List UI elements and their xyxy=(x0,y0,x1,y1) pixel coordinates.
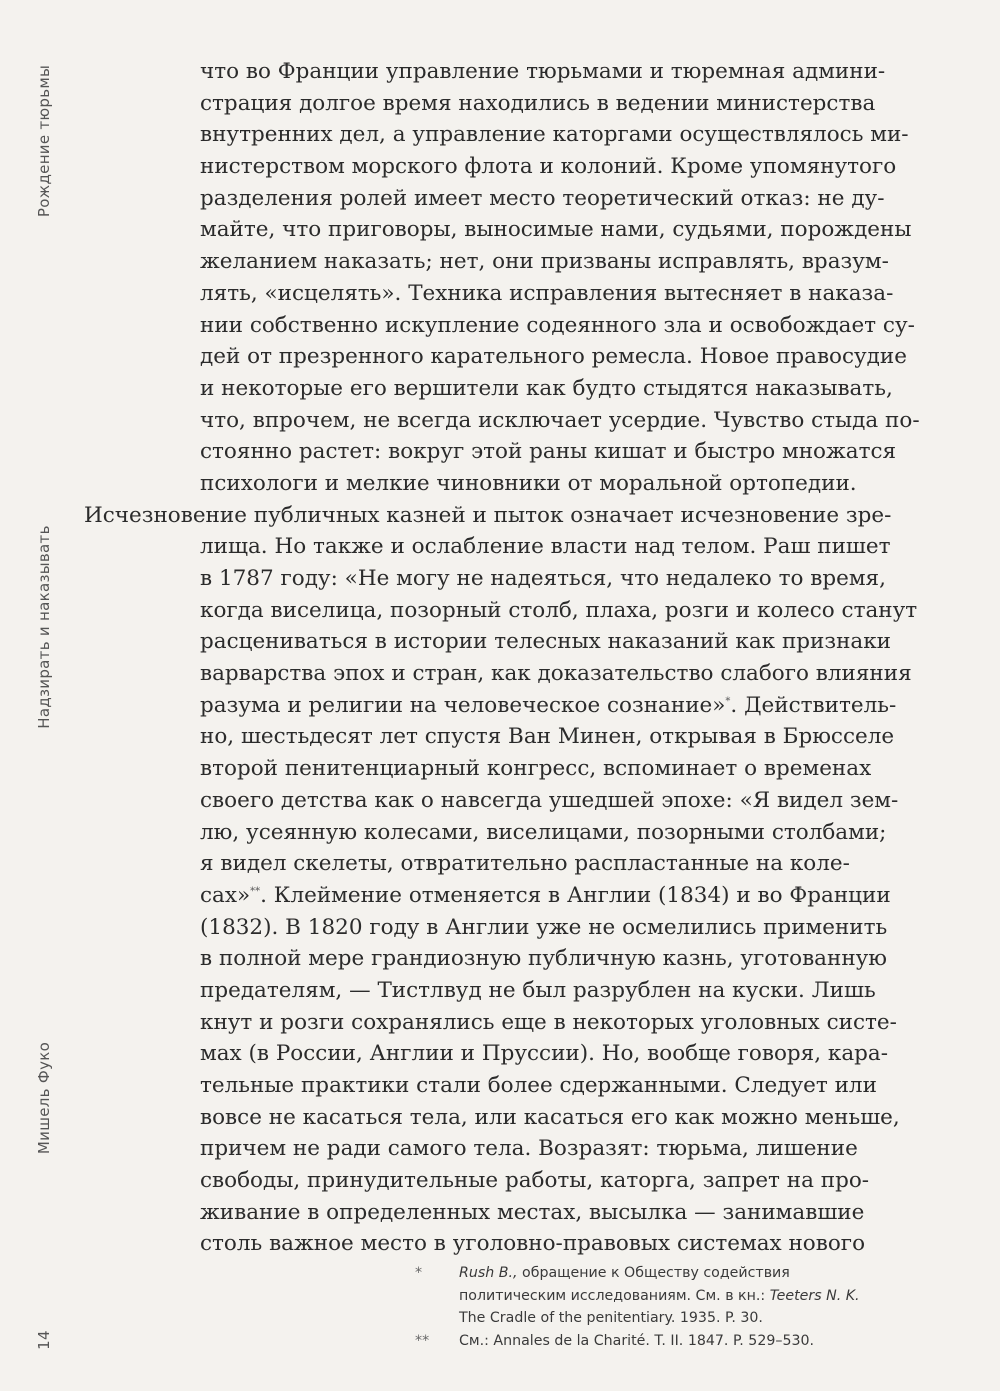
running-head-book-title: Надзирать и наказывать xyxy=(35,525,53,729)
footnote-text: обращение к Обществу содействия xyxy=(517,1265,790,1281)
body-line: тельные практики стали более сдержанными. Следует или xyxy=(200,1073,877,1098)
body-line: расцениваться в истории телесных наказаний как признаки xyxy=(200,629,892,655)
line-tail: . Действитель- xyxy=(730,692,897,718)
body-line: что во Франции управление тюрьмами и тюремная админи- xyxy=(200,59,886,84)
body-line: мах (в России, Англии и Пруссии). Но, вообще говоря, кара- xyxy=(200,1041,888,1067)
body-line: живание в определенных местах, высылка — занимавшие xyxy=(200,1199,865,1225)
body-line: что, впрочем, не всегда исключает усердие. Чувство стыда по- xyxy=(200,407,920,433)
line-tail: . Клеймение отменяется в Англии (1834) и во Франции xyxy=(260,882,891,908)
body-line: (1832). В 1820 году в Англии уже не осмелились применить xyxy=(200,914,888,940)
body-line: свободы, принудительные работы, каторга, запрет на про- xyxy=(200,1168,870,1194)
footnote-line: См.: Annales de la Charité. T. II. 1847. P. 529–530. xyxy=(459,1332,815,1349)
line-text: разума и религии на человеческое сознание» xyxy=(200,692,726,718)
body-line: в 1787 году: «Не могу не надеяться, что недалеко то время, xyxy=(200,566,886,591)
body-line: лю, усеянную колесами, виселицами, позорными столбами; xyxy=(200,819,887,845)
body-line: и некоторые его вершители как будто стыдятся наказывать, xyxy=(200,375,893,401)
body-line: стоянно растет: вокруг этой раны кишат и быстро множатся xyxy=(200,439,897,465)
footnote-ref: * xyxy=(725,695,731,707)
footnote-text: политическим исследованиям. См. в кн.: xyxy=(459,1287,770,1304)
body-line: нии собственно искупление содеянного зла и освобождает су- xyxy=(200,312,915,338)
body-line: психологи и мелкие чиновники от моральной ортопедии. xyxy=(200,470,857,496)
footnote-line: The Cradle of the penitentiary. 1935. P. 30. xyxy=(459,1310,763,1326)
line-text: сах» xyxy=(200,882,251,908)
footnote xyxy=(415,1262,895,1330)
body-line: я видел скелеты, отвратительно распластанные на коле- xyxy=(200,851,850,877)
running-head-section-title: Рождение тюрьмы xyxy=(35,64,53,218)
body-line: вовсе не касаться тела, или касаться его как можно меньше, xyxy=(200,1104,900,1130)
paragraph-first-line: Исчезновение публичных казней и пыток означает исчезновение зре- xyxy=(84,502,892,528)
footnote-line xyxy=(459,1285,895,1308)
footnote-author: Teeters N. K. xyxy=(769,1287,860,1304)
body-line: майте, что приговоры, выносимые нами, судьями, порождены xyxy=(200,217,912,243)
body-line: в полной мере грандиозную публичную казнь, уготованную xyxy=(200,946,888,972)
body-line: столь важное место в уголовно-правовых системах нового xyxy=(200,1231,866,1257)
footnote-author: Rush B., xyxy=(459,1265,518,1281)
body-line: кнут и розги сохранялись еще в некоторых уголовных систе- xyxy=(200,1009,897,1035)
footnote-mark: ** xyxy=(415,1332,430,1349)
body-line: своего детства как о навсегда ушедшей эпохе: «Я видел зем- xyxy=(200,787,899,813)
body-line: желанием наказать; нет, они призваны исправлять, вразум- xyxy=(200,249,889,275)
body-line: внутренних дел, а управление каторгами осуществлялось ми- xyxy=(200,122,909,148)
footnote-ref: ** xyxy=(250,885,261,897)
body-line: лища. Но также и ослабление власти над телом. Раш пишет xyxy=(200,534,891,560)
body-line: варварства эпох и стран, как доказательство слабого влияния xyxy=(200,661,912,687)
body-text xyxy=(84,56,944,1260)
body-line: но, шестьдесят лет спустя Ван Минен, открывая в Брюсселе xyxy=(200,724,895,750)
body-line: второй пенитенциарный конгресс, вспоминает о временах xyxy=(200,756,872,782)
footnote xyxy=(415,1330,895,1353)
footnotes xyxy=(415,1262,895,1352)
body-line: лять, «исцелять». Техника исправления вытесняет в наказа- xyxy=(200,280,894,306)
body-line: нистерством морского флота и колоний. Кроме упомянутого xyxy=(200,154,897,180)
body-line: дей от презренного карательного ремесла. Новое правосудие xyxy=(200,344,907,370)
body-line: причем не ради самого тела. Возразят: тюрьма, лишение xyxy=(200,1136,858,1162)
body-line xyxy=(84,880,944,912)
body-line: разделения ролей имеет место теоретический отказ: не ду- xyxy=(200,185,885,211)
footnote-line xyxy=(459,1262,895,1285)
footnote-mark: * xyxy=(415,1265,423,1281)
body-line: когда виселица, позорный столб, плаха, розги и колесо станут xyxy=(200,597,918,623)
body-line: страция долгое время находились в ведении министерства xyxy=(200,90,876,116)
page-number: 14 xyxy=(35,1330,53,1350)
body-line xyxy=(84,690,944,722)
running-head-author: Мишель Фуко xyxy=(35,1041,53,1155)
body-line: предателям, — Тистлвуд не был разрублен на куски. Лишь xyxy=(200,977,876,1003)
